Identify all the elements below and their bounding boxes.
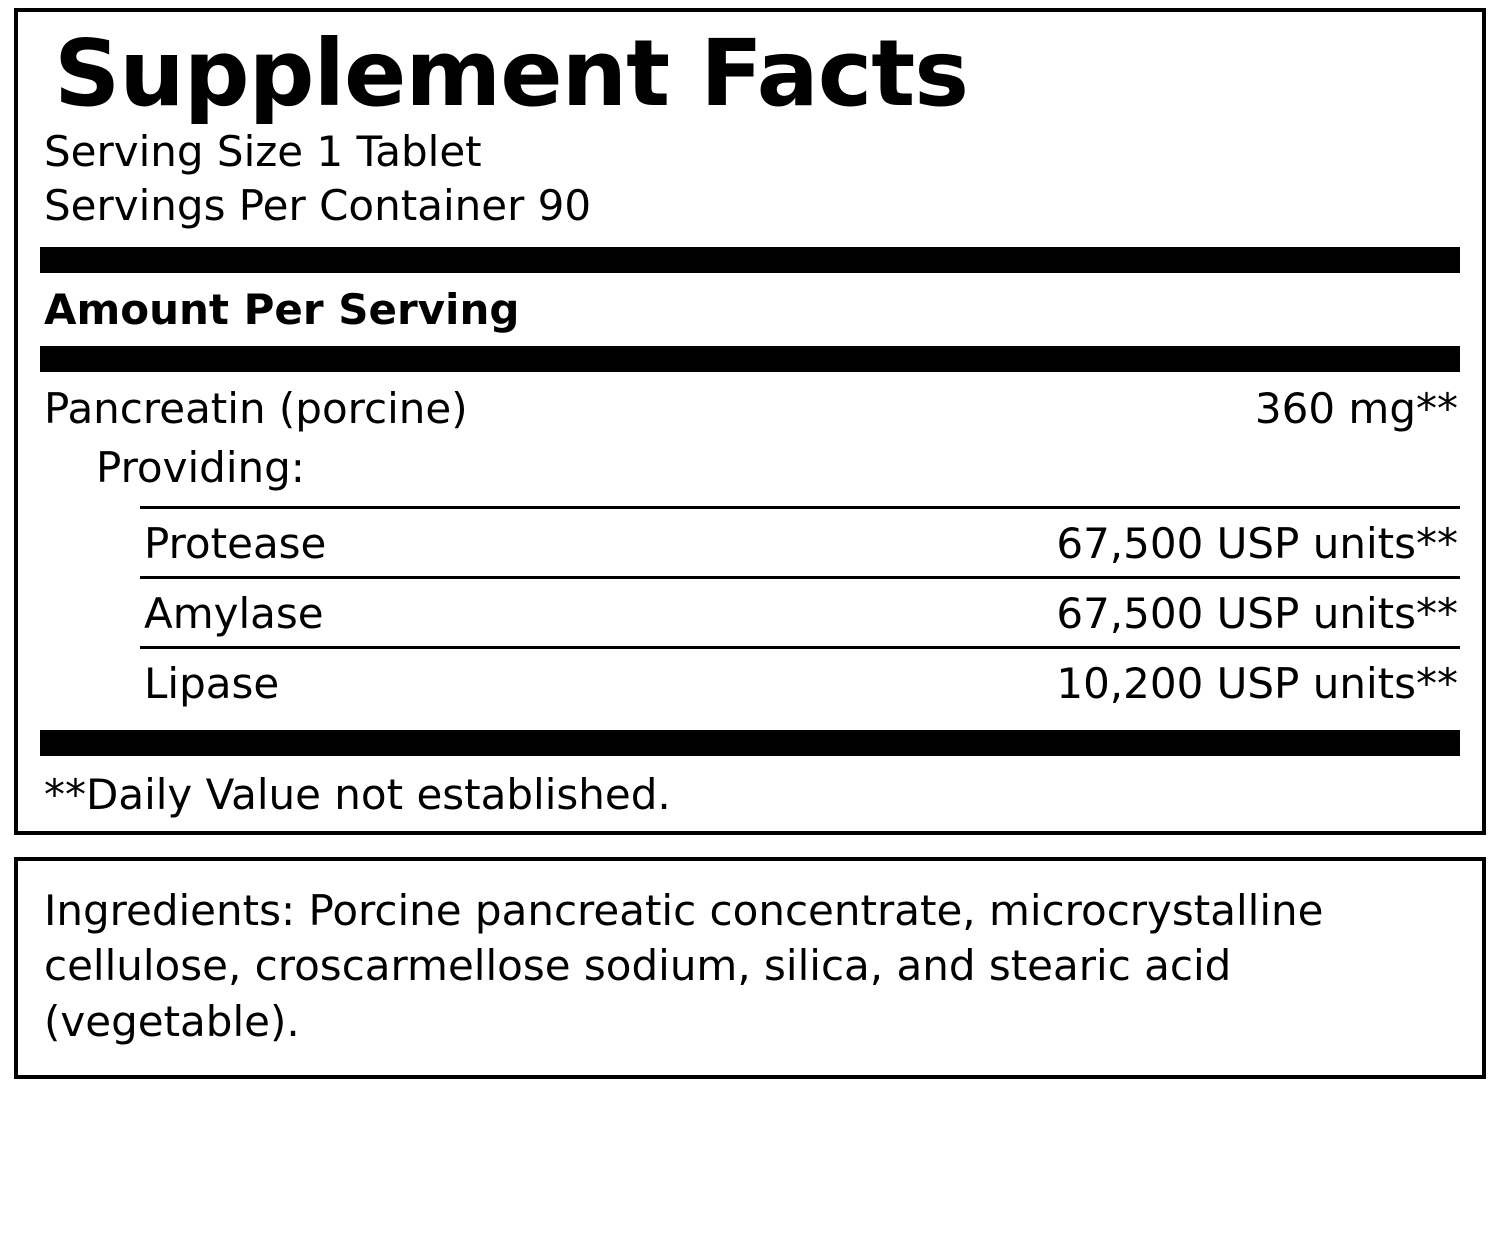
nutrient-name: Amylase: [144, 588, 324, 638]
supplement-facts-panel: [14, 8, 1486, 835]
providing-label: Providing:: [96, 442, 305, 492]
ingredients-text: Ingredients: Porcine pancreatic concentrate, microcrystalline cellulose, croscarmellose sodium, silica, and stearic acid (vegetable).: [44, 885, 1324, 1046]
panel-title: Supplement Facts: [54, 20, 968, 127]
sub-nutrient-group: [140, 506, 1460, 716]
daily-value-footnote: **Daily Value not established.: [44, 769, 671, 819]
nutrient-value: 10,200 USP units**: [1056, 658, 1458, 708]
nutrient-name: Lipase: [144, 658, 280, 708]
table-row: [140, 649, 1460, 716]
table-row: [40, 372, 1460, 443]
ingredients-panel: [14, 857, 1486, 1079]
nutrient-name: Protease: [144, 518, 327, 568]
amount-per-serving-header: Amount Per Serving: [44, 284, 520, 334]
nutrient-value: 67,500 USP units**: [1056, 588, 1458, 638]
nutrient-value: 360 mg**: [1254, 383, 1458, 433]
servings-per-container-text: Servings Per Container 90: [44, 181, 592, 231]
nutrient-name: Pancreatin (porcine): [44, 383, 468, 433]
nutrient-value: 67,500 USP units**: [1056, 518, 1458, 568]
table-row: [140, 579, 1460, 646]
table-row: [140, 509, 1460, 576]
divider-thick-second: [40, 346, 1460, 372]
divider-thick-bottom: [40, 730, 1460, 756]
divider-thick-top: [40, 247, 1460, 273]
serving-size-text: Serving Size 1 Tablet: [44, 127, 482, 177]
